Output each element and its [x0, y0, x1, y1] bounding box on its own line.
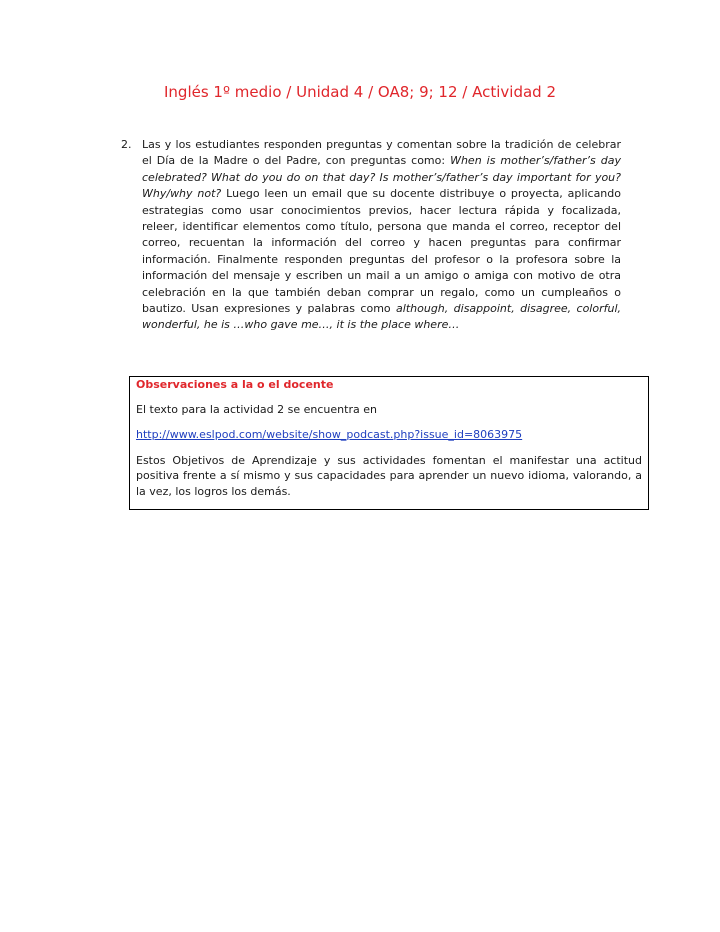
activity-text: [142, 137, 621, 334]
observations-paragraph: Estos Objetivos de Aprendizaje y sus actividades fomentan el manifestar una actitud positiva frente a sí mismo y sus capacidades para aprender un nuevo idioma, valorando, a la vez, los logros los demás.: [136, 453, 642, 498]
activity-item: [121, 137, 621, 334]
observations-box: [129, 376, 649, 510]
activity-number: 2.: [121, 138, 132, 151]
observations-title: Observaciones a la o el docente: [136, 378, 334, 391]
observations-text-location: El texto para la actividad 2 se encuentra en: [136, 402, 377, 416]
activity-text-body: Luego leen un email que su docente distribuye o proyecta, aplicando estrategias como usar conocimientos previos, hacer lectura rápida y focalizada, releer, identificar elementos como título, persona que manda el correo, receptor del correo, recuentan la información del correo y hacen preguntas para confirmar información. Finalmente responden preguntas del profesor o la profesora sobre la información del mensaje y escriben un mail a un amigo o amiga con motivo de otra celebración en la que también deban comprar un regalo, como un cumpleaños o bautizo. Usan expresiones y palabras como: [142, 187, 621, 316]
activity-text-intro: Las y los estudiantes responden preguntas y comentan sobre la tradición de celebrar el Día de la Madre o del Padre, con preguntas como:: [142, 138, 621, 168]
activity-example-questions: When is mother’s/father’s day celebrated? What do you do on that day? Is mother’s/father’s day important for you? Why/why not?: [142, 154, 622, 201]
activity-example-expressions: although, disappoint, disagree, colorful, wonderful, he is …who gave me…, it is the place where…: [142, 302, 621, 332]
podcast-link[interactable]: http://www.eslpod.com/website/show_podcast.php?issue_id=8063975: [136, 428, 523, 441]
page-title: Inglés 1º medio / Unidad 4 / OA8; 9; 12 / Actividad 2: [164, 83, 556, 101]
